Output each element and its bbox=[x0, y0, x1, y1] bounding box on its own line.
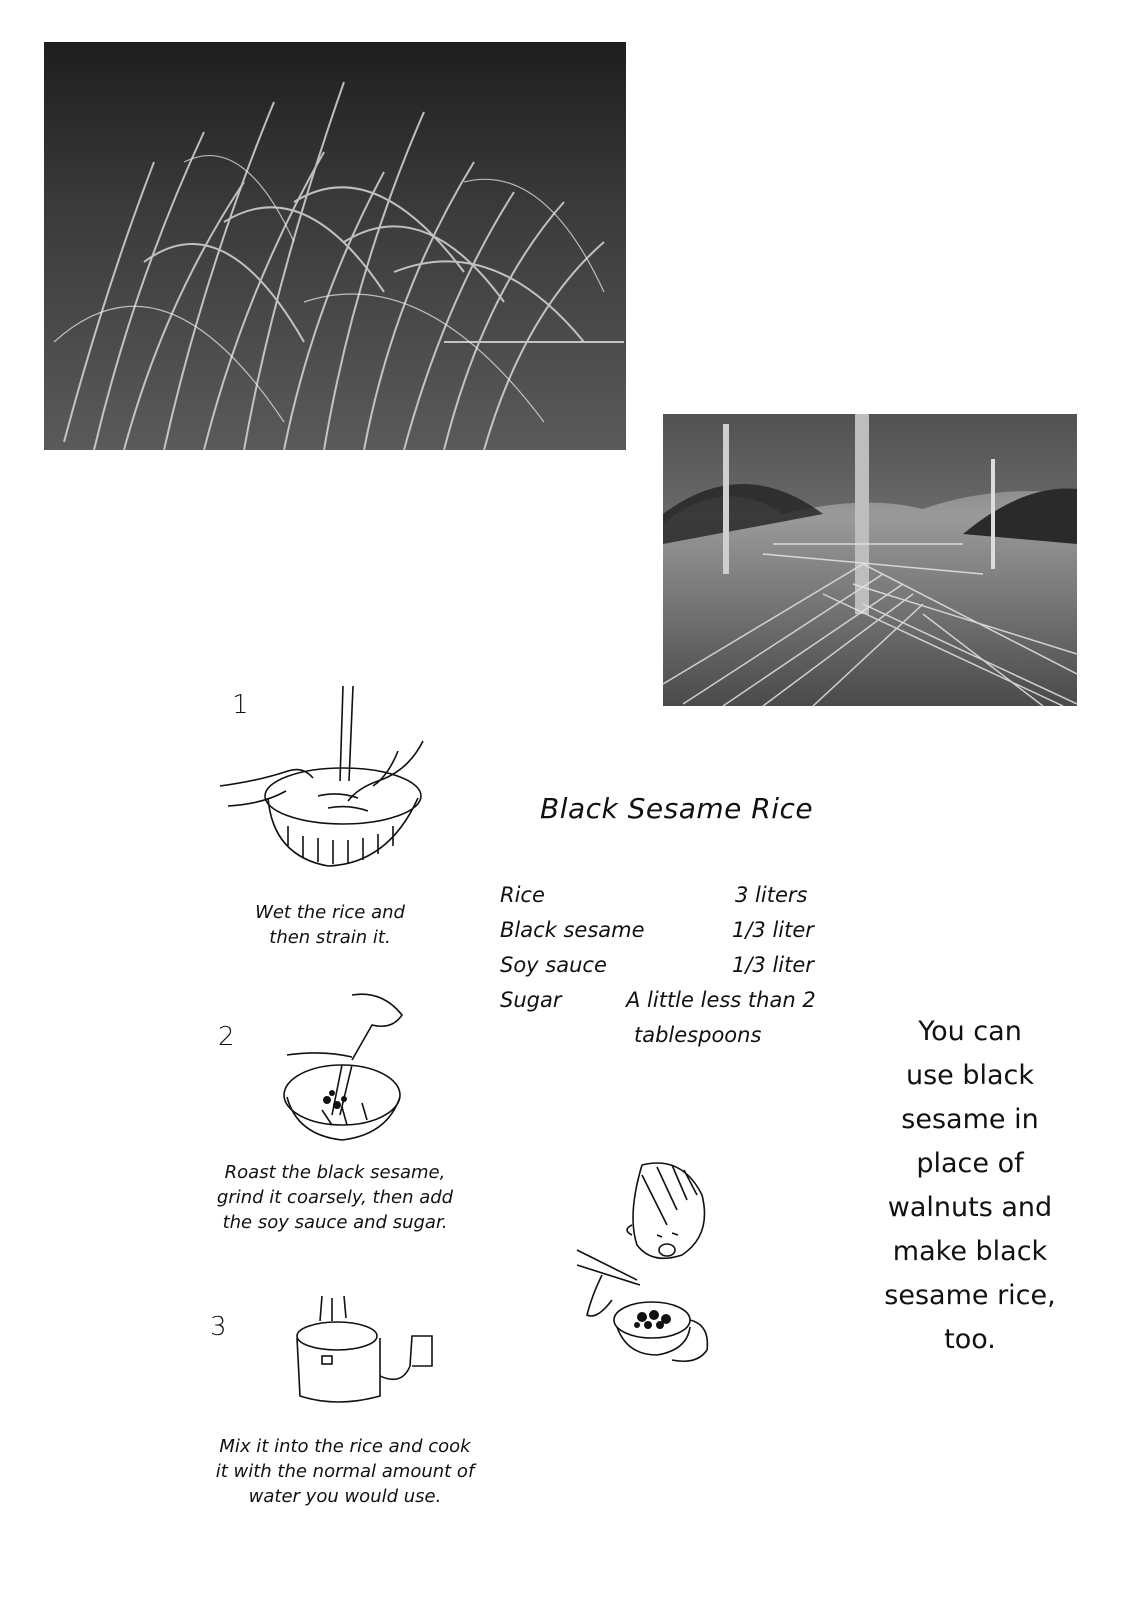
side-note-line: place of bbox=[916, 1148, 1024, 1179]
step-3-caption-line: it with the normal amount of bbox=[215, 1461, 475, 1482]
ingredient-amount: 1/3 liter bbox=[732, 918, 814, 942]
ingredient-amount: 1/3 liter bbox=[732, 953, 814, 977]
ingredient-name: Black sesame bbox=[500, 918, 645, 942]
side-note-line: make black bbox=[892, 1236, 1048, 1267]
step-1-number: 1 bbox=[232, 690, 249, 720]
step-1-caption bbox=[220, 900, 440, 950]
side-note-line: walnuts and bbox=[887, 1192, 1053, 1223]
step-2-number: 2 bbox=[218, 1022, 235, 1052]
ingredient-amount-continued: tablespoons bbox=[634, 1023, 762, 1047]
grinding-sesame-illustration bbox=[282, 985, 422, 1145]
ingredient-name: Rice bbox=[500, 883, 545, 907]
ingredient-name: Sugar bbox=[500, 988, 562, 1012]
step-3-caption bbox=[200, 1434, 490, 1509]
side-note-line: sesame rice, bbox=[884, 1280, 1056, 1311]
rice-cooker-illustration bbox=[292, 1296, 442, 1416]
side-note-line: too. bbox=[944, 1324, 996, 1355]
step-1-caption-line: Wet the rice and bbox=[255, 902, 405, 923]
recipe-title: Black Sesame Rice bbox=[540, 792, 814, 825]
step-1-caption-line: then strain it. bbox=[269, 927, 391, 948]
side-note-line: use black bbox=[905, 1060, 1035, 1091]
step-3-caption-line: water you would use. bbox=[248, 1486, 442, 1507]
ingredient-name: Soy sauce bbox=[500, 953, 607, 977]
step-2-caption-line: grind it coarsely, then add bbox=[216, 1187, 454, 1208]
child-eating-illustration bbox=[572, 1155, 717, 1370]
drying-straw-photo bbox=[663, 414, 1077, 706]
step-3-caption-line: Mix it into the rice and cook bbox=[219, 1436, 471, 1457]
ingredient-amount: 3 liters bbox=[735, 883, 808, 907]
side-note-line: sesame in bbox=[901, 1104, 1039, 1135]
step-2-caption bbox=[200, 1160, 470, 1235]
side-note bbox=[870, 1010, 1070, 1362]
ingredient-amount: A little less than 2 bbox=[626, 988, 816, 1012]
side-note-line: You can bbox=[918, 1016, 1022, 1047]
step-2-caption-line: the soy sauce and sugar. bbox=[222, 1212, 448, 1233]
step-2-caption-line: Roast the black sesame, bbox=[224, 1162, 446, 1183]
washing-rice-illustration bbox=[218, 686, 428, 876]
rice-stalks-photo bbox=[44, 42, 626, 450]
step-3-number: 3 bbox=[210, 1312, 227, 1342]
